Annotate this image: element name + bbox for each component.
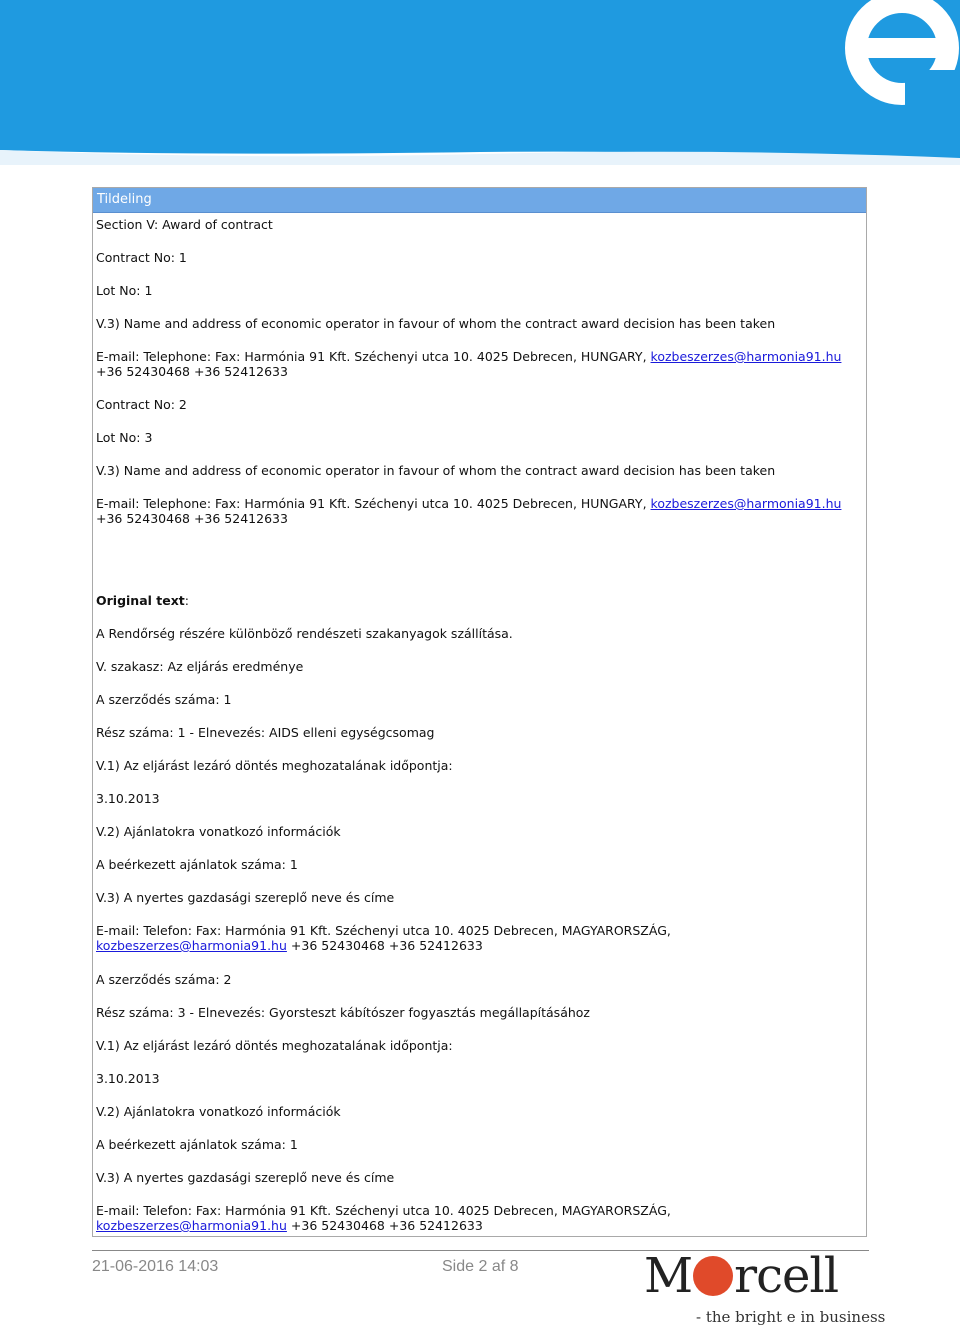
offers-count-2: A beérkezett ajánlatok száma: 1	[96, 1137, 298, 1152]
phone-numbers: +36 52430468 +36 52412633	[96, 511, 288, 526]
v3-heading-2: V.3) Name and address of economic operator in favour of whom the contract award decision has been taken	[96, 463, 776, 478]
mercell-logo	[644, 1248, 886, 1329]
address-text: E-mail: Telefon: Fax: Harmónia 91 Kft. Széchenyi utca 10. 4025 Debrecen, MAGYARORSZÁG,	[96, 1203, 671, 1218]
v2-heading-2: V.2) Ajánlatokra vonatkozó információk	[96, 1104, 341, 1119]
email-link[interactable]: kozbeszerzes@harmonia91.hu	[650, 349, 842, 364]
winner-address-1	[96, 923, 864, 953]
top-banner	[0, 0, 960, 165]
winner-address-2	[96, 1203, 864, 1233]
v3-heading-1: V.3) Name and address of economic operator in favour of whom the contract award decision has been taken	[96, 316, 776, 331]
part-title-2: Rész száma: 3 - Elnevezés: Gyorsteszt kábítószer fogyasztás megállapításához	[96, 1005, 590, 1020]
section-title: Section V: Award of contract	[96, 217, 273, 232]
banner-graphic	[0, 0, 960, 165]
original-text-heading: Original text	[96, 593, 185, 608]
offers-count-1: A beérkezett ajánlatok száma: 1	[96, 857, 298, 872]
contract-number-hu-2: A szerződés száma: 2	[96, 972, 232, 987]
lot-number-1: Lot No: 1	[96, 283, 153, 298]
email-link[interactable]: kozbeszerzes@harmonia91.hu	[96, 938, 287, 953]
subject-text: A Rendőrség részére különböző rendészeti szakanyagok szállítása.	[96, 626, 513, 641]
v1-heading-1: V.1) Az eljárást lezáró döntés meghozatalának időpontja:	[96, 758, 453, 773]
v2-heading-1: V.2) Ajánlatokra vonatkozó információk	[96, 824, 341, 839]
operator-address-1	[96, 349, 864, 379]
logo-e-icon	[693, 1256, 733, 1296]
label-colon: :	[184, 593, 189, 608]
logo-wordmark	[644, 1248, 838, 1304]
email-link[interactable]: kozbeszerzes@harmonia91.hu	[96, 1218, 287, 1233]
logo-tagline: - the bright e in business	[696, 1308, 886, 1326]
decision-date-1: 3.10.2013	[96, 791, 160, 806]
decision-date-2: 3.10.2013	[96, 1071, 160, 1086]
section-v-hu: V. szakasz: Az eljárás eredménye	[96, 659, 304, 674]
panel-header: Tildeling	[93, 188, 866, 213]
phone-numbers: +36 52430468 +36 52412633	[96, 364, 288, 379]
page-number: Side 2 af 8	[442, 1258, 519, 1275]
address-text: E-mail: Telephone: Fax: Harmónia 91 Kft. Széchenyi utca 10. 4025 Debrecen, HUNGARY,	[96, 496, 647, 511]
contract-number-1: Contract No: 1	[96, 250, 187, 265]
phone-numbers: +36 52430468 +36 52412633	[290, 938, 483, 953]
v3-heading-hu-2: V.3) A nyertes gazdasági szereplő neve és címe	[96, 1170, 395, 1185]
v1-heading-2: V.1) Az eljárást lezáró döntés meghozatalának időpontja:	[96, 1038, 453, 1053]
address-text: E-mail: Telefon: Fax: Harmónia 91 Kft. Széchenyi utca 10. 4025 Debrecen, MAGYARORSZÁG,	[96, 923, 671, 938]
phone-numbers: +36 52430468 +36 52412633	[290, 1218, 483, 1233]
contract-number-hu-1: A szerződés száma: 1	[96, 692, 232, 707]
lot-number-2: Lot No: 3	[96, 430, 153, 445]
logo-letter-m: M	[644, 1248, 693, 1304]
v3-heading-hu-1: V.3) A nyertes gazdasági szereplő neve és címe	[96, 890, 395, 905]
email-link[interactable]: kozbeszerzes@harmonia91.hu	[650, 496, 842, 511]
address-text: E-mail: Telephone: Fax: Harmónia 91 Kft. Széchenyi utca 10. 4025 Debrecen, HUNGARY,	[96, 349, 647, 364]
part-title-1: Rész száma: 1 - Elnevezés: AIDS elleni egységcsomag	[96, 725, 435, 740]
operator-address-2	[96, 496, 864, 526]
contract-number-2: Contract No: 2	[96, 397, 187, 412]
footer-timestamp: 21-06-2016 14:03	[92, 1258, 219, 1275]
original-text-label	[96, 593, 864, 608]
logo-letters-rest: rcell	[734, 1248, 839, 1304]
